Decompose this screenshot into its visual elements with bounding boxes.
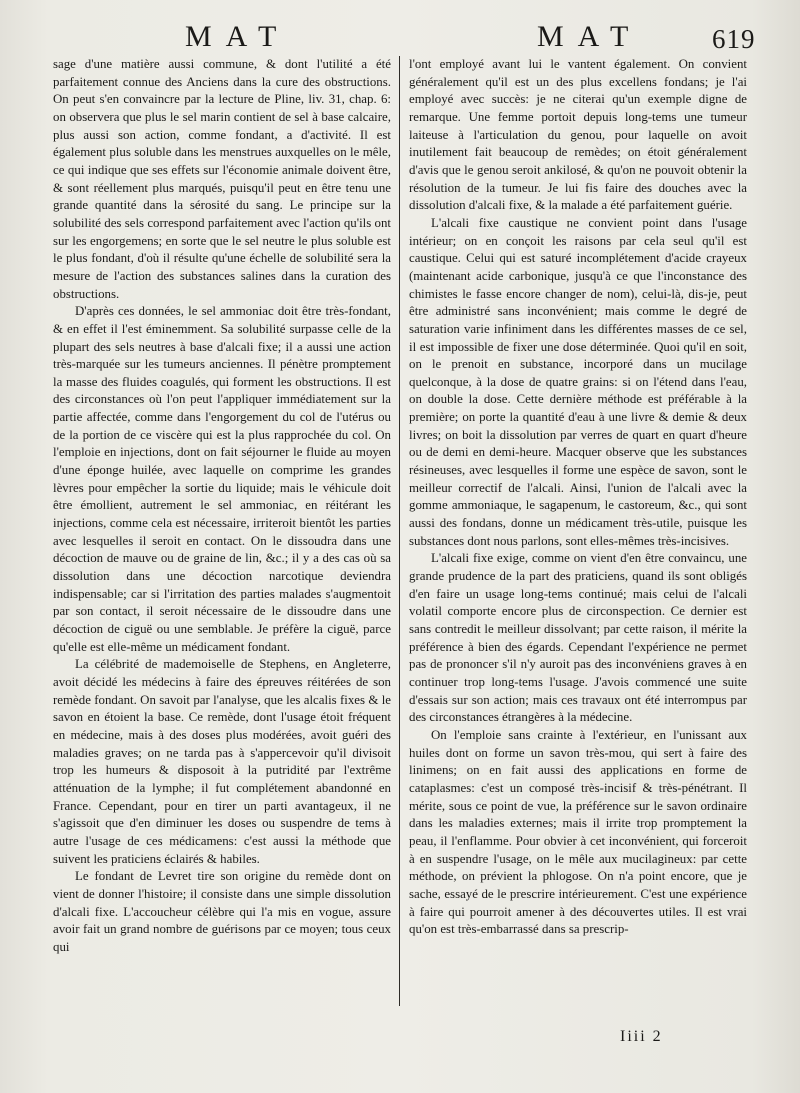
paragraph: La célébrité de mademoiselle de Stephens, en Angleterre, avoit décidé les médecins à faire des épreuves réitérées de son remède fondant. On savoit par l'analyse, que les alcalis fixes & le savon en étoient la base. Ce remède, dont l'usage étoit fréquent en médecine, mais à des doses plus modérées, avoit guéri des maladies graves; on ne tarda pas à s'appercevoir qu'il divisoit trop les humeurs & disposoit à la putridité par l'extrême atténuation de la lymphe; il fut complétement abandonné en France. Cependant, pour en tirer un parti avantageux, il ne s'agissoit que d'en diminuer les doses ou suspendre de tems à autre l'usage de ces médicamens: c'est aussi la méthode que suivent les praticiens éclairés & habiles.: [53, 657, 391, 866]
paragraph: L'alcali fixe exige, comme on vient d'en être convaincu, une grande prudence de la part des praticiens, quand ils sont obligés d'en faire un usage long-tems continué; mais celui de l'alcali volatil comporte encore plus de circonspection. Ce dernier est sans contredit le meilleur dissolvant; par cette raison, il mérite la préférence à bien des égards. Cependant l'expérience ne permet pas de prononcer s'il n'y auroit pas des inconvéniens graves à en continuer trop long-tems l'usage. J'avois commencé une suite d'essais sur son action; mais ces travaux ont été interrompus par des circonstances étrangères à la médecine.: [409, 551, 747, 725]
paragraph: On l'emploie sans crainte à l'extérieur, en l'unissant aux huiles dont on forme un savon très-mou, qui sert à faire des linimens; on en fait aussi des applications en forme de cataplasmes: c'est un composé très-incisif & très-pénétrant. Il mérite, sous ce point de vue, la préférence sur le savon ordinaire dans les maladies externes; mais il irrite trop promptement la peau, il l'enflamme. Pour obvier à cet inconvénient, qui forceroit à en suspendre l'usage, on le mêle aux mucilagineux: par cette méthode, on prévient la phlogose. On n'a point encore, que je sache, essayé de le prescrire intérieurement. C'est une expérience à faire qui pourroit amener à des découvertes utiles. Il est vrai qu'on est très-embarrassé dans sa prescrip-: [409, 727, 747, 937]
paragraph: sage d'une matière aussi commune, & dont l'utilité a été parfaitement connue des Anciens dans la cure des obstructions. On peut s'en convaincre par la lecture de Pline, liv. 31, chap. 6: on observera que plus le sel marin contient de sel à base calcaire, plus aussi son action, comme fondant, a d'activité. Il est également plus soluble dans les menstrues auxquelles on le mêle, ce qui indique que ses effets sur l'économie animale doivent être, & sont réellement plus marqués, puisqu'il peut en être tenu une grande quantité dans la sérosité du sang. Le principe sur la solubilité des sels correspond parfaitement avec l'action qu'ils ont sur les engorgemens; en sorte que le sel neutre le plus soluble est le plus fondant, d'où il résulte qu'une échelle de solubilité sera la mesure de l'action des substances salines dans la curation des obstructions.: [53, 57, 391, 301]
left-running-head: MAT: [185, 20, 291, 53]
left-column: [53, 56, 391, 956]
paragraph: l'ont employé avant lui le vantent également. On convient généralement qu'il est un des plus excellens fondans; je l'ai employé avec succès: je ne citerai qu'un exemple digne de remarque. Une femme portoit depuis long-tems une tumeur laiteuse à l'articulation du genou, pour laquelle on avoit inutilement fait beaucoup de remèdes; on étoit généralement d'avis que le genou seroit ankilosé, & qu'on ne pouvoit obtenir la résolution de la tumeur. Je lui fis faire des douches avec la dissolution d'alcali fixe, & la malade a été parfaitement guérie.: [409, 57, 747, 213]
page-number: 619: [712, 24, 756, 54]
signature-mark: Iiii 2: [620, 1028, 663, 1045]
paragraph: D'après ces données, le sel ammoniac doit être très-fondant, & en effet il l'est éminemment. Sa solubilité surpasse celle de la plupart des sels neutres à base d'alcali fixe; il a aussi une action très-marquée sur les tumeurs anciennes. Il pénètre promptement la masse des fluides coagulés, qui forment les obstructions. Il est des circonstances où l'on peut l'appliquer immédiatement sur la partie affectée, comme dans l'engorgement du col de l'utérus ou de la portion de ce viscère qui est la plus rapprochée du col. On l'emploie en injections, dont on fait séjourner le fluide au moyen d'une éponge huilée, avec laquelle on comprime les grandes lèvres pour empêcher la sortie du liquide; mais le véhicule doit être émollient, autrement le sel ammoniac, en réitérant les injections, comme cela est nécessaire, irriteroit bientôt les parties avec lesquelles il seroit en contact. On le dissoudra dans une décoction de mauve ou de graine de lin, &c.; il y a des cas où sa dissolution dans une décoction narcotique deviendra indispensable; car si l'irritation des parties malades s'augmentoit par son contact, il seroit nécessaire de le dissoudre dans une décoction de ciguë ou une semblable. Je préfère la ciguë, parce qu'elle est elle-même un médicament fondant.: [53, 304, 391, 654]
column-divider: [399, 56, 400, 1006]
running-header: [0, 14, 800, 54]
paragraph: L'alcali fixe caustique ne convient point dans l'usage intérieur; on en conçoit les raisons par cela seul qu'il est caustique. Celui qui est saturé incomplétement d'acide crayeux (maintenant acide carbonique, jusqu'à ce que l'inconstance des chimistes le fasse encore changer de nom), celui-là, dis-je, peut être administré sans inconvénient; mais comme le degré de saturation varie infiniment dans les différentes masses de ce sel, il est impossible de fixer une dose déterminée. Quoi qu'il en soit, on le prenoit en substance, incorporé dans un mucilage quelconque, à la dose de quatre grains: si on l'étend dans l'eau, on double la dose. Cette dernière méthode est préférable à la première; on porte la quantité d'eau à une livre & demie & deux livres; on boit la dissolution par verres de quart en quart d'heure ou de demi en demi-heure. Macquer observe que les substances résineuses, avec lesquelles il forme une espèce de savon, sont le meilleur correctif de l'alcali. Ainsi, l'union de l'alcali avec la gomme ammoniaque, le sagapenum, le castoreum, &c., qui sont aussi des fondans, donne un médicament très-utile, puisque les substances dont nous parlons, sont elles-mêmes très-incisives.: [409, 215, 747, 548]
right-running-head: MAT: [537, 20, 643, 53]
right-column: [409, 56, 747, 939]
paragraph: Le fondant de Levret tire son origine du remède dont on vient de donner l'histoire; il consiste dans une simple dissolution d'alcali fixe. L'accoucheur célèbre qui l'a mis en vogue, assure avoir fait un grand nombre de guérisons par ce moyen; tous ceux qui: [53, 869, 391, 954]
